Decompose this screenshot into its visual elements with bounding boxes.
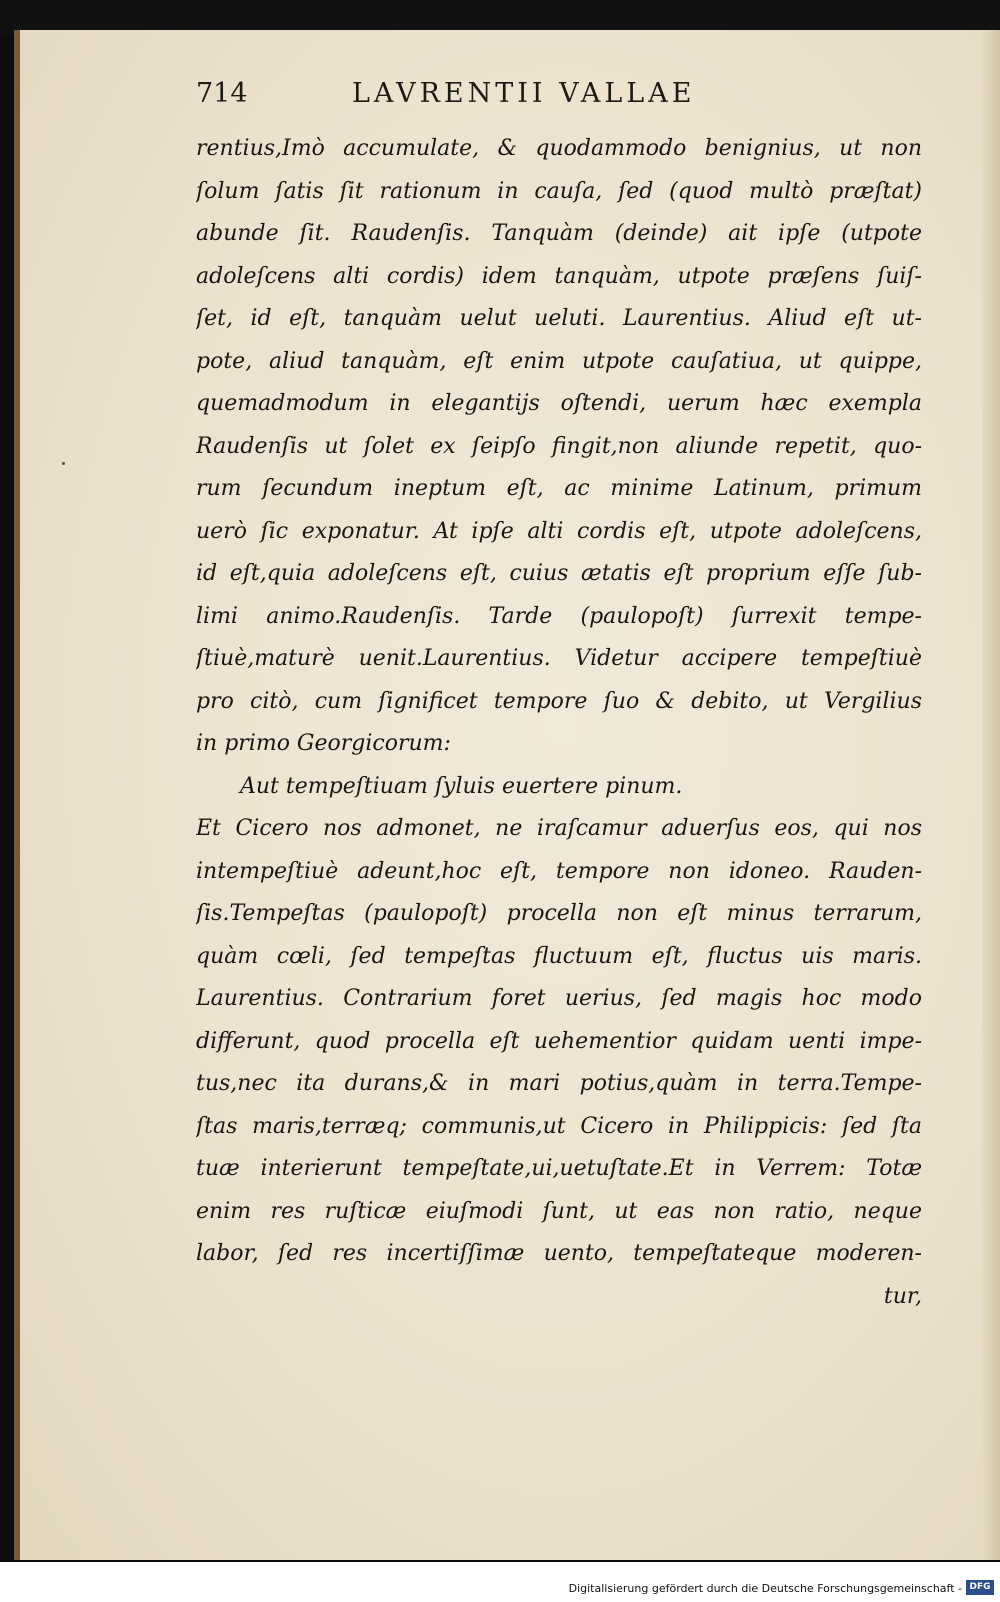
text-line: quemadmodum in elegantijs oſtendi, uerum hæc exempla xyxy=(196,391,922,416)
text-line: ſet, id eſt, tanquàm uelut ueluti. Laurentius. Aliud eſt ut- xyxy=(196,306,922,331)
text-line: tus,nec ita durans,& in mari potius,quàm in terra.Tempe- xyxy=(196,1071,922,1096)
digitization-credit: Digitalisierung gefördert durch die Deutsche Forschungsgemeinschaft - xyxy=(568,1582,962,1595)
text-line: in primo Georgicorum: xyxy=(196,731,451,756)
running-title: LAVRENTII VALLAE xyxy=(352,78,696,109)
text-line: ſis.Tempeſtas (paulopoſt) procella non eſt minus terrarum, xyxy=(196,901,922,926)
text-line: adoleſcens alti cordis) idem tanquàm, utpote præſens ſuiſ- xyxy=(196,263,922,289)
page-number: 714 xyxy=(196,78,248,109)
body-text xyxy=(196,128,922,1318)
text-line: enim res ruſticæ eiuſmodi ſunt, ut eas non ratio, neque xyxy=(196,1198,922,1224)
text-line: quàm cœli, ſed tempeſtas fluctuum eſt, fluctus uis maris. xyxy=(196,943,922,969)
text-line: ſtas maris,terræq; communis,ut Cicero in Philippicis: ſed ſta xyxy=(196,1113,922,1139)
text-line: labor, ſed res incertiſſimæ uento, tempeſtateque moderen- xyxy=(196,1241,922,1266)
paper-spot xyxy=(62,462,65,465)
text-line: Raudenſis ut ſolet ex ſeipſo fingit,non aliunde repetit, quo- xyxy=(196,433,922,459)
dfg-logo: DFG xyxy=(966,1580,994,1595)
catchword: tur, xyxy=(883,1283,922,1309)
text-line: pote, aliud tanquàm, eſt enim utpote cauſatiua, ut quippe, xyxy=(196,348,922,374)
text-line: intempeſtiuè adeunt,hoc eſt, tempore non idoneo. Rauden- xyxy=(196,858,922,884)
text-line: uerò ſic exponatur. At ipſe alti cordis eſt, utpote adoleſcens, xyxy=(196,518,922,544)
text-line: rentius,Imò accumulate, & quodammodo benignius, ut non xyxy=(196,136,922,161)
text-line: differunt, quod procella eſt uehementior quidam uenti impe- xyxy=(196,1028,922,1054)
text-line: ſtiuè,maturè uenit.Laurentius. Videtur accipere tempeſtiuè xyxy=(196,646,922,671)
text-line: pro citò, cum ſignificet tempore ſuo & debito, ut Vergilius xyxy=(196,688,922,714)
text-line: abunde ſit. Raudenſis. Tanquàm (deinde) ait ipſe (utpote xyxy=(196,221,922,246)
page-edge xyxy=(982,30,1000,1560)
running-head xyxy=(196,78,796,118)
text-line: Et Cicero nos admonet, ne iraſcamur aduerſus eos, qui nos xyxy=(196,816,922,841)
verse-quotation: Aut tempeſtiuam ſyluis euertere pinum. xyxy=(240,773,683,799)
text-line: ſolum ſatis ſit rationum in cauſa, ſed (quod multò præſtat) xyxy=(196,178,922,204)
text-line: limi animo.Raudenſis. Tarde (paulopoſt) ſurrexit tempe- xyxy=(196,603,922,629)
text-line: rum ſecundum ineptum eſt, ac minime Latinum, primum xyxy=(196,476,922,501)
text-line: id eſt,quia adoleſcens eſt, cuius ætatis eſt proprium eſſe ſub- xyxy=(196,561,922,586)
text-line: Laurentius. Contrarium foret uerius, ſed magis hoc modo xyxy=(196,986,922,1011)
text-line: tuæ interierunt tempeſtate,ui,uetuſtate.Et in Verrem: Totæ xyxy=(196,1156,922,1181)
